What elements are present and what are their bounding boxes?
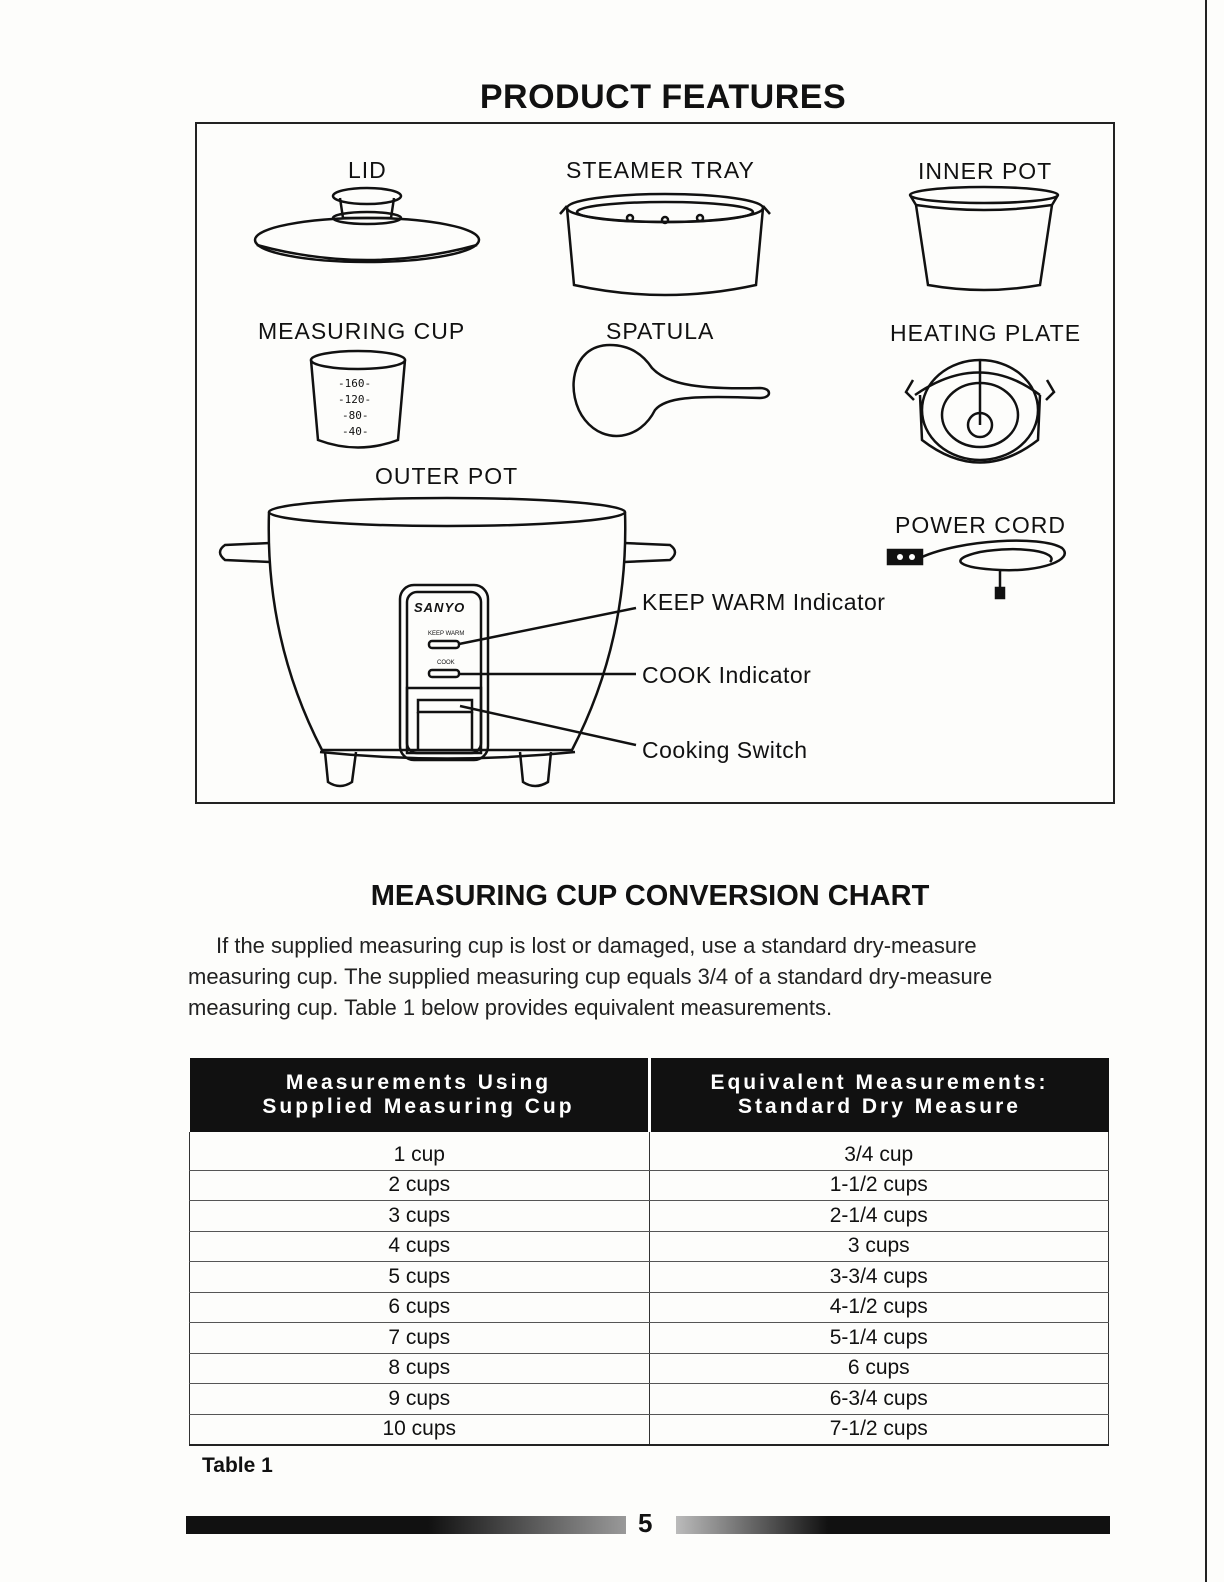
- paragraph-line: measuring cup. The supplied measuring cup equals 3/4 of a standard dry-measure: [188, 964, 993, 989]
- page-number: 5: [638, 1508, 653, 1538]
- callout-cook: COOK Indicator: [642, 662, 812, 688]
- table-cell: 9 cups: [190, 1384, 650, 1415]
- paragraph-line: measuring cup. Table 1 below provides equivalent measurements.: [188, 995, 833, 1020]
- cup-mark: -120-: [338, 393, 372, 406]
- panel-keep-warm-text: KEEP WARM: [428, 631, 465, 637]
- header-line: Supplied Measuring Cup: [262, 1095, 575, 1118]
- brand-logo: SANYO: [414, 600, 466, 615]
- table-cell: 10 cups: [190, 1414, 650, 1445]
- label-measuring-cup: MEASURING CUP: [258, 318, 466, 344]
- instructions-paragraph: [188, 930, 1108, 1023]
- header-standard-measure: [649, 1058, 1109, 1132]
- label-inner-pot: INNER POT: [918, 158, 1053, 184]
- table-cell: 3 cups: [190, 1201, 650, 1232]
- inner-pot-drawing: [910, 187, 1058, 290]
- chart-title: MEASURING CUP CONVERSION CHART: [370, 880, 930, 912]
- table-row: [190, 1231, 1109, 1262]
- table-row: [190, 1384, 1109, 1415]
- label-spatula: SPATULA: [606, 318, 715, 344]
- header-line: Equivalent Measurements:: [710, 1071, 1049, 1094]
- table-row: [190, 1201, 1109, 1232]
- page-title: PRODUCT FEATURES: [479, 78, 847, 116]
- table-cell: 2 cups: [190, 1170, 650, 1201]
- table-cell: 4 cups: [190, 1231, 650, 1262]
- table-header-row: [190, 1058, 1109, 1132]
- table-cell: 2-1/4 cups: [649, 1201, 1109, 1232]
- page-edge-rule: [1205, 0, 1207, 1582]
- header-line: Standard Dry Measure: [738, 1095, 1021, 1118]
- table-row: [190, 1353, 1109, 1384]
- heating-plate-drawing: [906, 360, 1054, 463]
- table-cell: 8 cups: [190, 1353, 650, 1384]
- table-cell: 6 cups: [649, 1353, 1109, 1384]
- table-cell: 7 cups: [190, 1323, 650, 1354]
- table-cell: 4-1/2 cups: [649, 1292, 1109, 1323]
- table-row: [190, 1132, 1109, 1170]
- lid-drawing: [255, 188, 479, 262]
- steamer-tray-drawing: [560, 194, 770, 295]
- label-outer-pot: OUTER POT: [375, 463, 519, 489]
- table-row: [190, 1292, 1109, 1323]
- footer-bar-left: [186, 1516, 626, 1534]
- table-cell: 1 cup: [190, 1132, 650, 1170]
- table-row: [190, 1262, 1109, 1293]
- table-cell: 6-3/4 cups: [649, 1384, 1109, 1415]
- spatula-drawing: [574, 345, 769, 436]
- header-line: Measurements Using: [285, 1071, 552, 1094]
- callout-cooking-switch: Cooking Switch: [642, 737, 808, 763]
- label-lid: LID: [348, 157, 387, 183]
- table-row: [190, 1170, 1109, 1201]
- label-heating-plate: HEATING PLATE: [890, 320, 1082, 346]
- table-cell: 3/4 cup: [649, 1132, 1109, 1170]
- table-cell: 3 cups: [649, 1231, 1109, 1262]
- table-cell: 3-3/4 cups: [649, 1262, 1109, 1293]
- cup-mark: -80-: [342, 409, 369, 422]
- table-cell: 5-1/4 cups: [649, 1323, 1109, 1354]
- table-row: [190, 1414, 1109, 1445]
- table-cell: 5 cups: [190, 1262, 650, 1293]
- cup-mark: -160-: [338, 377, 372, 390]
- label-power-cord: POWER CORD: [895, 512, 1066, 538]
- panel-cook-text: COOK: [437, 660, 455, 666]
- callout-keep-warm: KEEP WARM Indicator: [642, 589, 886, 615]
- table-row: [190, 1323, 1109, 1354]
- conversion-table: [189, 1058, 1109, 1446]
- power-cord-drawing: [888, 541, 1065, 598]
- footer-bar-right: [676, 1516, 1110, 1534]
- label-steamer-tray: STEAMER TRAY: [566, 157, 755, 183]
- cup-scale: [338, 376, 371, 440]
- table-caption: Table 1: [202, 1454, 273, 1477]
- paragraph-line: If the supplied measuring cup is lost or damaged, use a standard dry-measure: [216, 933, 977, 958]
- cup-mark: -40-: [342, 425, 369, 438]
- table-cell: 6 cups: [190, 1292, 650, 1323]
- header-supplied-cup: [190, 1058, 650, 1132]
- table-cell: 1-1/2 cups: [649, 1170, 1109, 1201]
- outer-pot-drawing: [220, 498, 675, 786]
- table-cell: 7-1/2 cups: [649, 1414, 1109, 1445]
